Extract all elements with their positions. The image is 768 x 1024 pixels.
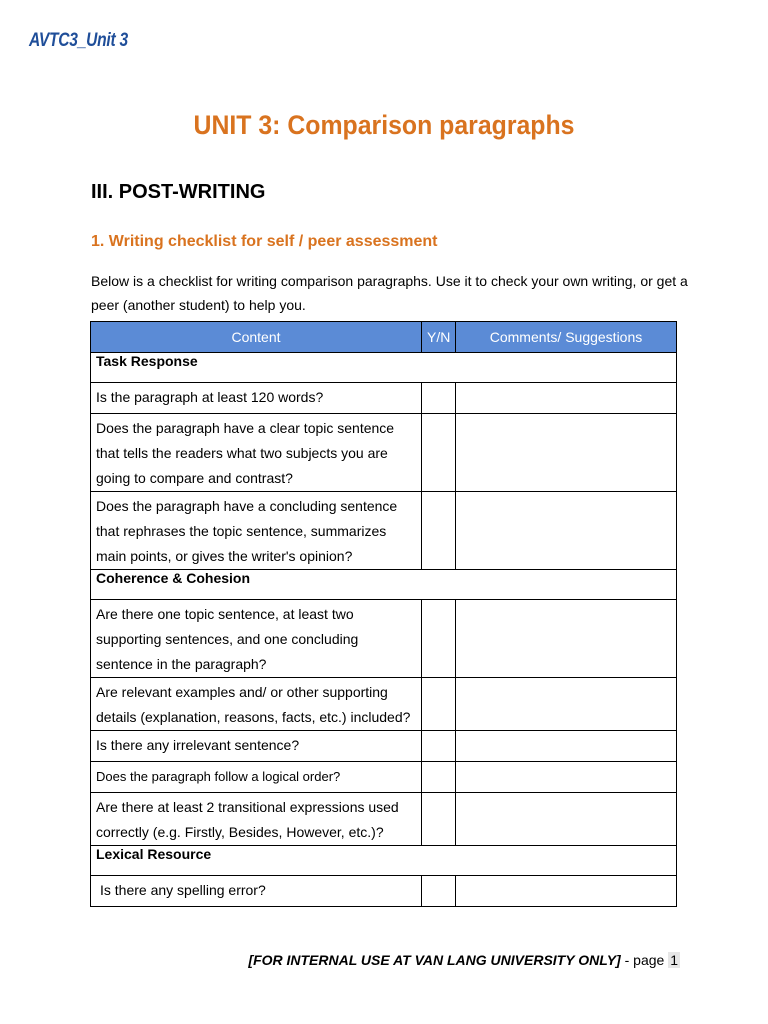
yn-cell[interactable] bbox=[422, 600, 456, 678]
yn-cell[interactable] bbox=[422, 492, 456, 570]
yn-cell[interactable] bbox=[422, 678, 456, 731]
table-row bbox=[91, 492, 677, 570]
group-row-task-response bbox=[91, 353, 677, 383]
table-row bbox=[91, 414, 677, 492]
intro-paragraph: Below is a checklist for writing comparison paragraphs. Use it to check your own writing, or get a peer (another student) to help you. bbox=[91, 273, 688, 313]
subsection-heading: 1. Writing checklist for self / peer assessment bbox=[91, 233, 438, 250]
group-title: Task Response bbox=[91, 353, 677, 383]
comment-cell[interactable] bbox=[456, 383, 677, 414]
checklist-question: Does the paragraph have a concluding sentence that rephrases the topic sentence, summarizes main points, or gives the writer's opinion? bbox=[91, 492, 422, 570]
table-row bbox=[91, 876, 677, 907]
yn-cell[interactable] bbox=[422, 414, 456, 492]
comment-cell[interactable] bbox=[456, 876, 677, 907]
yn-cell[interactable] bbox=[422, 731, 456, 762]
yn-cell[interactable] bbox=[422, 876, 456, 907]
checklist-question: Does the paragraph follow a logical order? bbox=[91, 762, 422, 793]
comment-cell[interactable] bbox=[456, 414, 677, 492]
checklist-question: Is the paragraph at least 120 words? bbox=[91, 383, 422, 414]
yn-cell[interactable] bbox=[422, 383, 456, 414]
comment-cell[interactable] bbox=[456, 678, 677, 731]
page-number: 1 bbox=[670, 952, 678, 968]
table-header-row bbox=[91, 322, 677, 353]
table-row bbox=[91, 762, 677, 793]
comment-cell[interactable] bbox=[456, 600, 677, 678]
table-row bbox=[91, 793, 677, 846]
document-header-tag: AVTC3_Unit 3 bbox=[29, 30, 128, 51]
table-row bbox=[91, 600, 677, 678]
table-row bbox=[91, 731, 677, 762]
checklist-question: Is there any spelling error? bbox=[91, 876, 422, 907]
table-row bbox=[91, 678, 677, 731]
yn-cell[interactable] bbox=[422, 762, 456, 793]
checklist-question: Are there one topic sentence, at least two supporting sentences, and one concluding sentence in the paragraph? bbox=[91, 600, 422, 678]
section-heading: III. POST-WRITING bbox=[91, 181, 266, 203]
header-content: Content bbox=[91, 322, 422, 353]
comment-cell[interactable] bbox=[456, 492, 677, 570]
checklist-question: Are there at least 2 transitional expressions used correctly (e.g. Firstly, Besides, However, etc.)? bbox=[91, 793, 422, 846]
page-label: - page bbox=[620, 952, 669, 968]
group-row-lexical-resource bbox=[91, 846, 677, 876]
checklist-question: Is there any irrelevant sentence? bbox=[91, 731, 422, 762]
table-row bbox=[91, 383, 677, 414]
header-comments: Comments/ Suggestions bbox=[456, 322, 677, 353]
page-footer bbox=[0, 952, 680, 968]
checklist-question: Does the paragraph have a clear topic sentence that tells the readers what two subjects you are going to compare and contrast? bbox=[91, 414, 422, 492]
checklist-question: Are relevant examples and/ or other supporting details (explanation, reasons, facts, etc.) included? bbox=[91, 678, 422, 731]
internal-use-notice: [FOR INTERNAL USE AT VAN LANG UNIVERSITY ONLY] bbox=[248, 952, 621, 968]
group-title: Coherence & Cohesion bbox=[91, 570, 677, 600]
comment-cell[interactable] bbox=[456, 762, 677, 793]
yn-cell[interactable] bbox=[422, 793, 456, 846]
unit-title: UNIT 3: Comparison paragraphs bbox=[193, 110, 575, 140]
header-yn: Y/N bbox=[422, 322, 456, 353]
checklist-table bbox=[90, 321, 677, 907]
comment-cell[interactable] bbox=[456, 793, 677, 846]
group-row-coherence-cohesion bbox=[91, 570, 677, 600]
group-title: Lexical Resource bbox=[91, 846, 677, 876]
comment-cell[interactable] bbox=[456, 731, 677, 762]
